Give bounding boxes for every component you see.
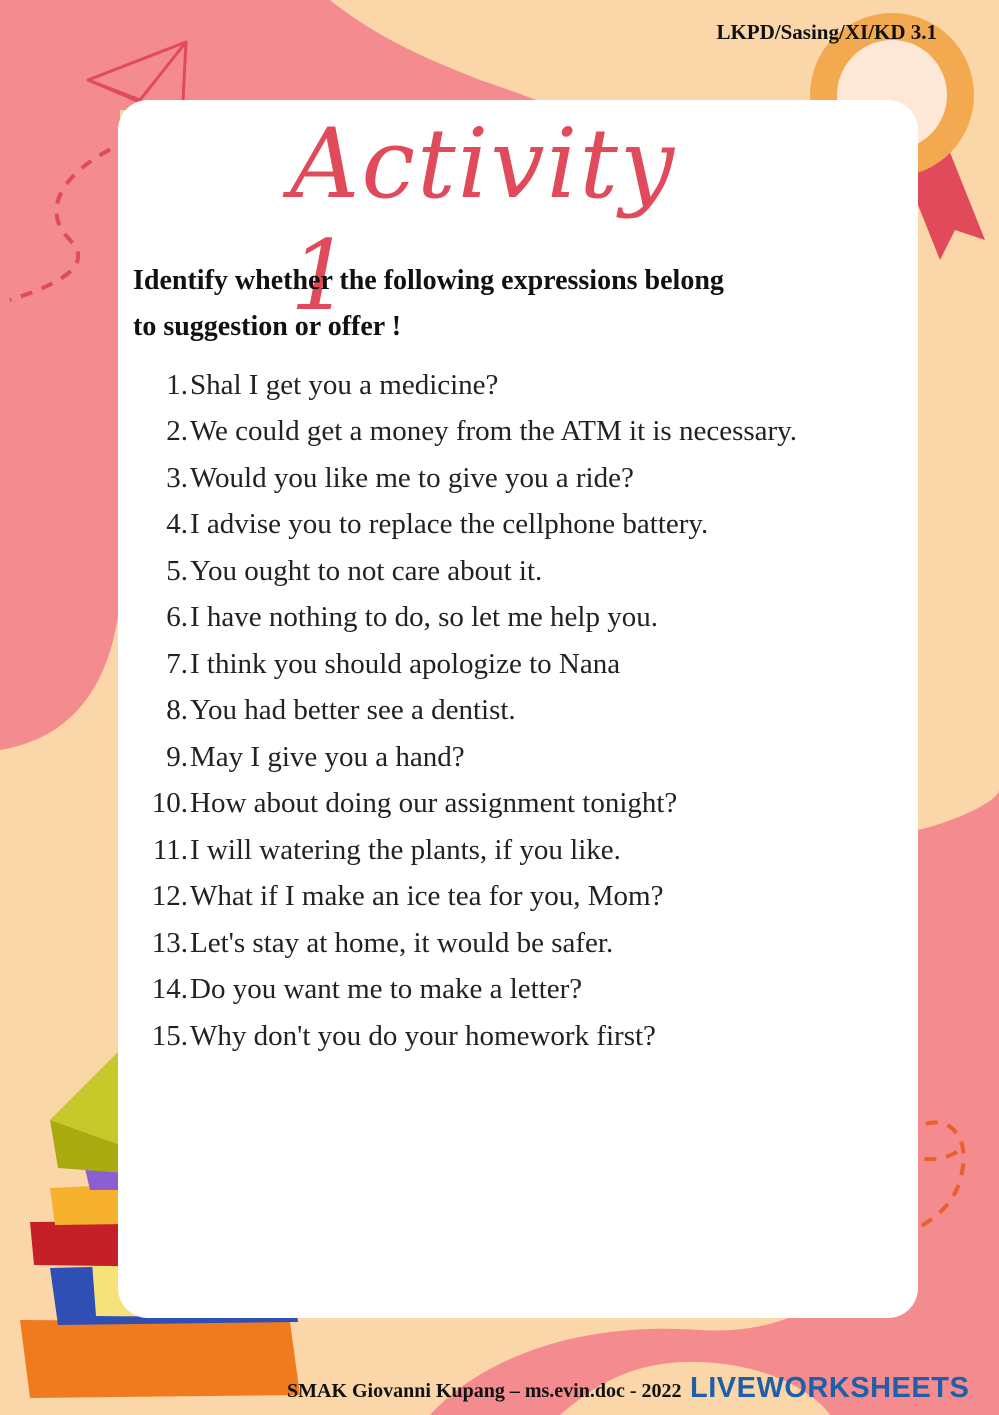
instruction-line-2: to suggestion or offer ! [133, 311, 402, 342]
item-text: Would you like me to give you a ride? [190, 461, 634, 494]
item-number: 14. [151, 973, 188, 1006]
item-text: Shal I get you a medicine? [190, 368, 499, 401]
item-number: 9. [166, 740, 188, 773]
item-text: May I give you a hand? [190, 740, 465, 773]
item-number: 1. [166, 368, 188, 401]
list-item [140, 827, 910, 874]
item-number: 5. [166, 554, 188, 587]
activity-title: Activity 1 [290, 108, 677, 332]
item-number: 7. [166, 647, 188, 680]
footer-credit: SMAK Giovanni Kupang – ms.evin.doc - 2022 [287, 1380, 682, 1402]
item-number: 3. [166, 461, 188, 494]
item-number: 2. [166, 415, 188, 448]
instruction-line-1: Identify whether the following expressions belong [133, 265, 724, 296]
item-number: 12. [151, 880, 188, 913]
list-item [140, 455, 910, 502]
item-number: 10. [151, 787, 188, 820]
item-text: You ought to not care about it. [190, 554, 543, 587]
list-item [140, 548, 910, 595]
item-number: 4. [166, 508, 188, 541]
item-text: I have nothing to do, so let me help you. [190, 601, 658, 634]
item-number: 6. [166, 601, 188, 634]
item-number: 15. [151, 1019, 188, 1052]
item-text: I advise you to replace the cellphone battery. [190, 508, 709, 541]
item-text: You had better see a dentist. [190, 694, 516, 727]
list-item [140, 920, 910, 967]
item-number: 11. [152, 833, 188, 866]
list-item [140, 967, 910, 1014]
pink-blob-left [0, 0, 120, 750]
list-item [140, 641, 910, 688]
list-item [140, 409, 910, 456]
item-number: 8. [166, 694, 188, 727]
item-text: We could get a money from the ATM it is necessary. [190, 415, 798, 448]
item-text: Let's stay at home, it would be safer. [190, 926, 614, 959]
item-text: How about doing our assignment tonight? [190, 787, 678, 820]
list-item [140, 874, 910, 921]
list-item [140, 734, 910, 781]
item-text: Why don't you do your homework first? [190, 1019, 656, 1052]
list-item [140, 781, 910, 828]
item-text: Do you want me to make a letter? [190, 973, 583, 1006]
item-number: 13. [151, 926, 188, 959]
item-text: I will watering the plants, if you like. [190, 833, 621, 866]
list-item [140, 595, 910, 642]
document-code: LKPD/Sasing/XI/KD 3.1 [716, 20, 937, 44]
item-text: What if I make an ice tea for you, Mom? [190, 880, 664, 913]
list-item [140, 362, 910, 409]
instruction [133, 258, 833, 350]
list-item [140, 502, 910, 549]
item-text: I think you should apologize to Nana [190, 647, 621, 680]
list-item [140, 1013, 910, 1060]
liveworksheets-logo[interactable]: LIVEWORKSHEETS [690, 1372, 970, 1404]
list-item [140, 688, 910, 735]
expression-list [140, 362, 910, 1060]
